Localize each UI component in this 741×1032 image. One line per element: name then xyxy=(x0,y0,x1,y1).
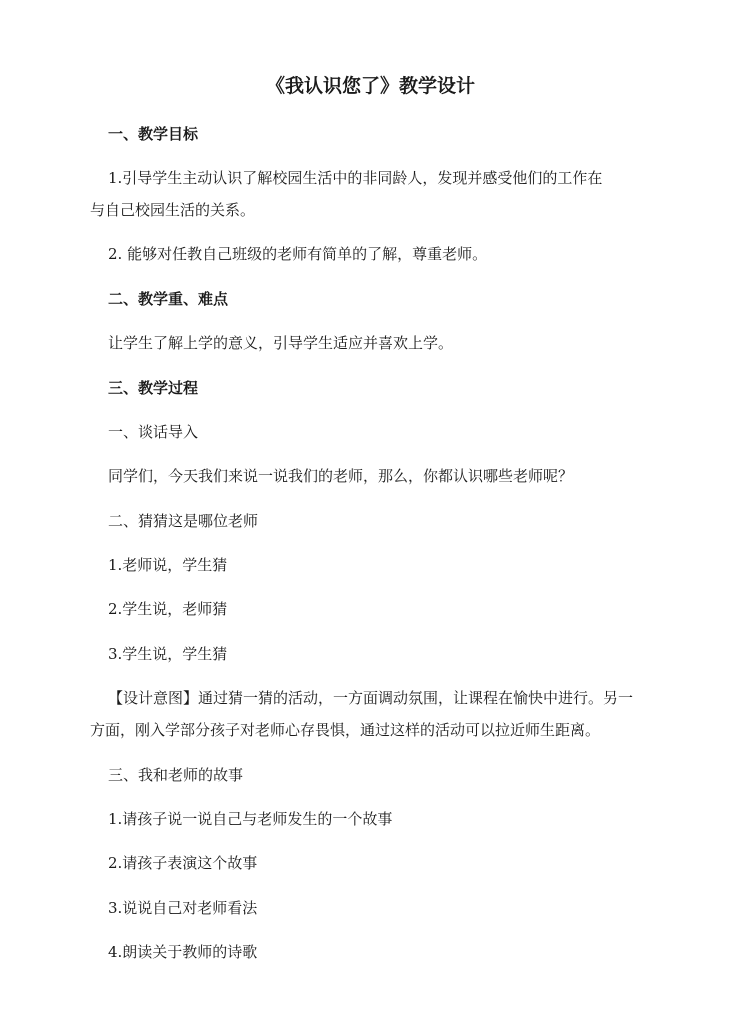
objective-1-line-2: 与自己校园生活的关系。 xyxy=(90,201,256,219)
process-step-2-heading: 二、猜猜这是哪位老师 xyxy=(108,512,259,530)
process-step-3-item-4: 4.朗读关于教师的诗歌 xyxy=(108,943,258,961)
section-heading-key-points: 二、教学重、难点 xyxy=(108,290,229,308)
process-step-3-item-2: 2.请孩子表演这个故事 xyxy=(108,854,258,872)
objective-2: 2. 能够对任教自己班级的老师有简单的了解，尊重老师。 xyxy=(108,245,488,263)
key-points-text: 让学生了解上学的意义，引导学生适应并喜欢上学。 xyxy=(108,334,454,352)
process-step-2-item-1: 1.老师说，学生猜 xyxy=(108,556,228,574)
document-title: 《我认识您了》教学设计 xyxy=(265,75,475,97)
process-step-1-text: 同学们，今天我们来说一说我们的老师，那么，你都认识哪些老师呢？ xyxy=(108,467,574,485)
objective-1-line-1: 1.引导学生主动认识了解校园生活中的非同龄人，发现并感受他们的工作在 xyxy=(108,169,603,187)
section-heading-objectives: 一、教学目标 xyxy=(108,125,199,143)
process-step-3-item-1: 1.请孩子说一说自己与老师发生的一个故事 xyxy=(108,810,393,828)
section-heading-process: 三、教学过程 xyxy=(108,379,199,397)
process-step-2-item-2: 2.学生说，老师猜 xyxy=(108,600,228,618)
design-intent-line-2: 方面，刚入学部分孩子对老师心存畏惧，通过这样的活动可以拉近师生距离。 xyxy=(90,721,601,739)
process-step-2-item-3: 3.学生说，学生猜 xyxy=(108,645,228,663)
process-step-3-item-3: 3.说说自己对老师看法 xyxy=(108,899,258,917)
design-intent-line-1: 【设计意图】通过猜一猜的活动，一方面调动氛围，让课程在愉快中进行。另一 xyxy=(108,689,634,707)
process-step-3-heading: 三、我和老师的故事 xyxy=(108,766,244,784)
process-step-1-heading: 一、谈话导入 xyxy=(108,423,199,441)
